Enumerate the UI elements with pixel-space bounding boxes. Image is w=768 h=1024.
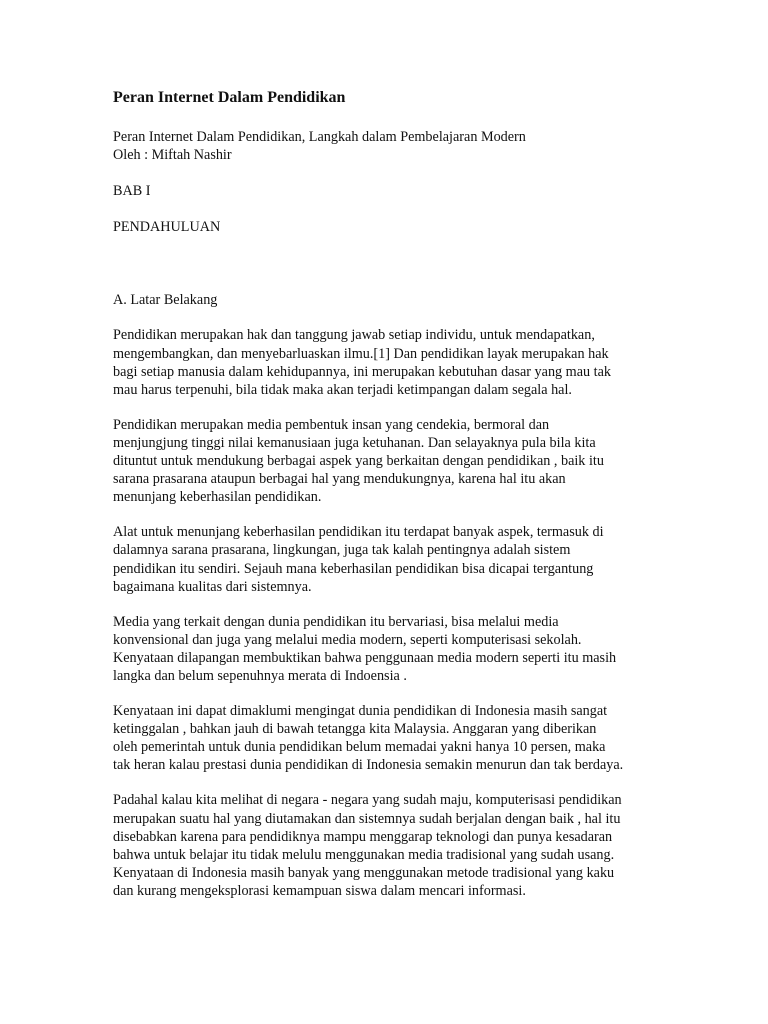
paragraph: [113, 613, 673, 685]
document-content: [113, 88, 673, 917]
paragraph-line: dan kurang mengeksplorasi kemampuan siswa dalam mencari informasi.: [113, 882, 526, 899]
paragraph-line: tak heran kalau prestasi dunia pendidikan di Indonesia semakin menurun dan tak berdaya.: [113, 757, 624, 774]
paragraph-line: pendidikan itu sendiri. Sejauh mana keberhasilan pendidikan bisa dicapai tergantung: [113, 560, 594, 577]
paragraph-line: Pendidikan merupakan media pembentuk insan yang cendekia, bermoral dan: [113, 416, 550, 433]
chapter-title: PENDAHULUAN: [113, 219, 221, 236]
paragraph-line: konvensional dan juga yang melalui media modern, seperti komputerisasi sekolah.: [113, 631, 582, 648]
paragraph-line: mengembangkan, dan menyebarluaskan ilmu.[1] Dan pendidikan layak merupakan hak: [113, 345, 609, 362]
paragraph-line: menjungjung tinggi nilai kemanusiaan juga ketuhanan. Dan selayaknya pula bila kita: [113, 434, 596, 451]
paragraph-line: menunjang keberhasilan pendidikan.: [113, 489, 322, 506]
paragraph: [113, 791, 673, 900]
paragraph-line: bagaimana kualitas dari sistemnya.: [113, 578, 312, 595]
paragraph: [113, 702, 673, 774]
paragraph-line: mau harus terpenuhi, bila tidak maka akan terjadi ketimpangan dalam segala hal.: [113, 381, 572, 398]
paragraph-line: bahwa untuk belajar itu tidak melulu menggunakan media tradisional yang sudah usang.: [113, 846, 615, 863]
document-subtitle: Peran Internet Dalam Pendidikan, Langkah dalam Pembelajaran Modern: [113, 129, 526, 145]
paragraph-line: dalamnya sarana prasarana, lingkungan, juga tak kalah pentingnya adalah sistem: [113, 542, 571, 559]
paragraph-line: Kenyataan dilapangan membuktikan bahwa penggunaan media modern seperti itu masih: [113, 649, 617, 666]
paragraph-line: dituntut untuk mendukung berbagai aspek yang berkaitan dengan pendidikan , baik itu: [113, 453, 604, 470]
paragraph-line: ketinggalan , bahkan jauh di bawah tetangga kita Malaysia. Anggaran yang diberikan: [113, 721, 597, 738]
paragraph-line: sarana prasarana ataupun berbagai hal yang mendukungnya, karena hal itu akan: [113, 471, 566, 488]
paragraph-line: Kenyataan di Indonesia masih banyak yang menggunakan metode tradisional yang kaku: [113, 864, 615, 881]
section-heading: A. Latar Belakang: [113, 292, 218, 309]
paragraph: [113, 326, 673, 398]
paragraph-line: Alat untuk menunjang keberhasilan pendidikan itu terdapat banyak aspek, termasuk di: [113, 524, 604, 541]
paragraph: [113, 416, 673, 506]
paragraph-line: Media yang terkait dengan dunia pendidikan itu bervariasi, bisa melalui media: [113, 613, 559, 630]
paragraph-line: Padahal kalau kita melihat di negara - negara yang sudah maju, komputerisasi pendidikan: [113, 792, 622, 809]
document-title: Peran Internet Dalam Pendidikan: [113, 89, 346, 106]
chapter-number: BAB I: [113, 183, 151, 200]
paragraph-line: Kenyataan ini dapat dimaklumi mengingat dunia pendidikan di Indonesia masih sangat: [113, 703, 608, 720]
paragraph-line: oleh pemerintah untuk dunia pendidikan belum memadai yakni hanya 10 persen, maka: [113, 739, 606, 756]
paragraph: [113, 523, 673, 595]
paragraph-line: merupakan suatu hal yang diutamakan dan sistemnya sudah berjalan dengan baik , hal itu: [113, 810, 621, 827]
paragraph-line: Pendidikan merupakan hak dan tanggung jawab setiap individu, untuk mendapatkan,: [113, 327, 595, 344]
document-header: [113, 128, 673, 164]
document-author: Oleh : Miftah Nashir: [113, 147, 232, 164]
paragraph-line: disebabkan karena para pendidiknya mampu menggarap teknologi dan punya kesadaran: [113, 828, 613, 845]
paragraph-line: bagi setiap manusia dalam kehidupannya, ini merupakan kebutuhan dasar yang mau tak: [113, 363, 611, 380]
paragraph-line: langka dan belum sepenuhnya merata di Indoensia .: [113, 667, 407, 684]
